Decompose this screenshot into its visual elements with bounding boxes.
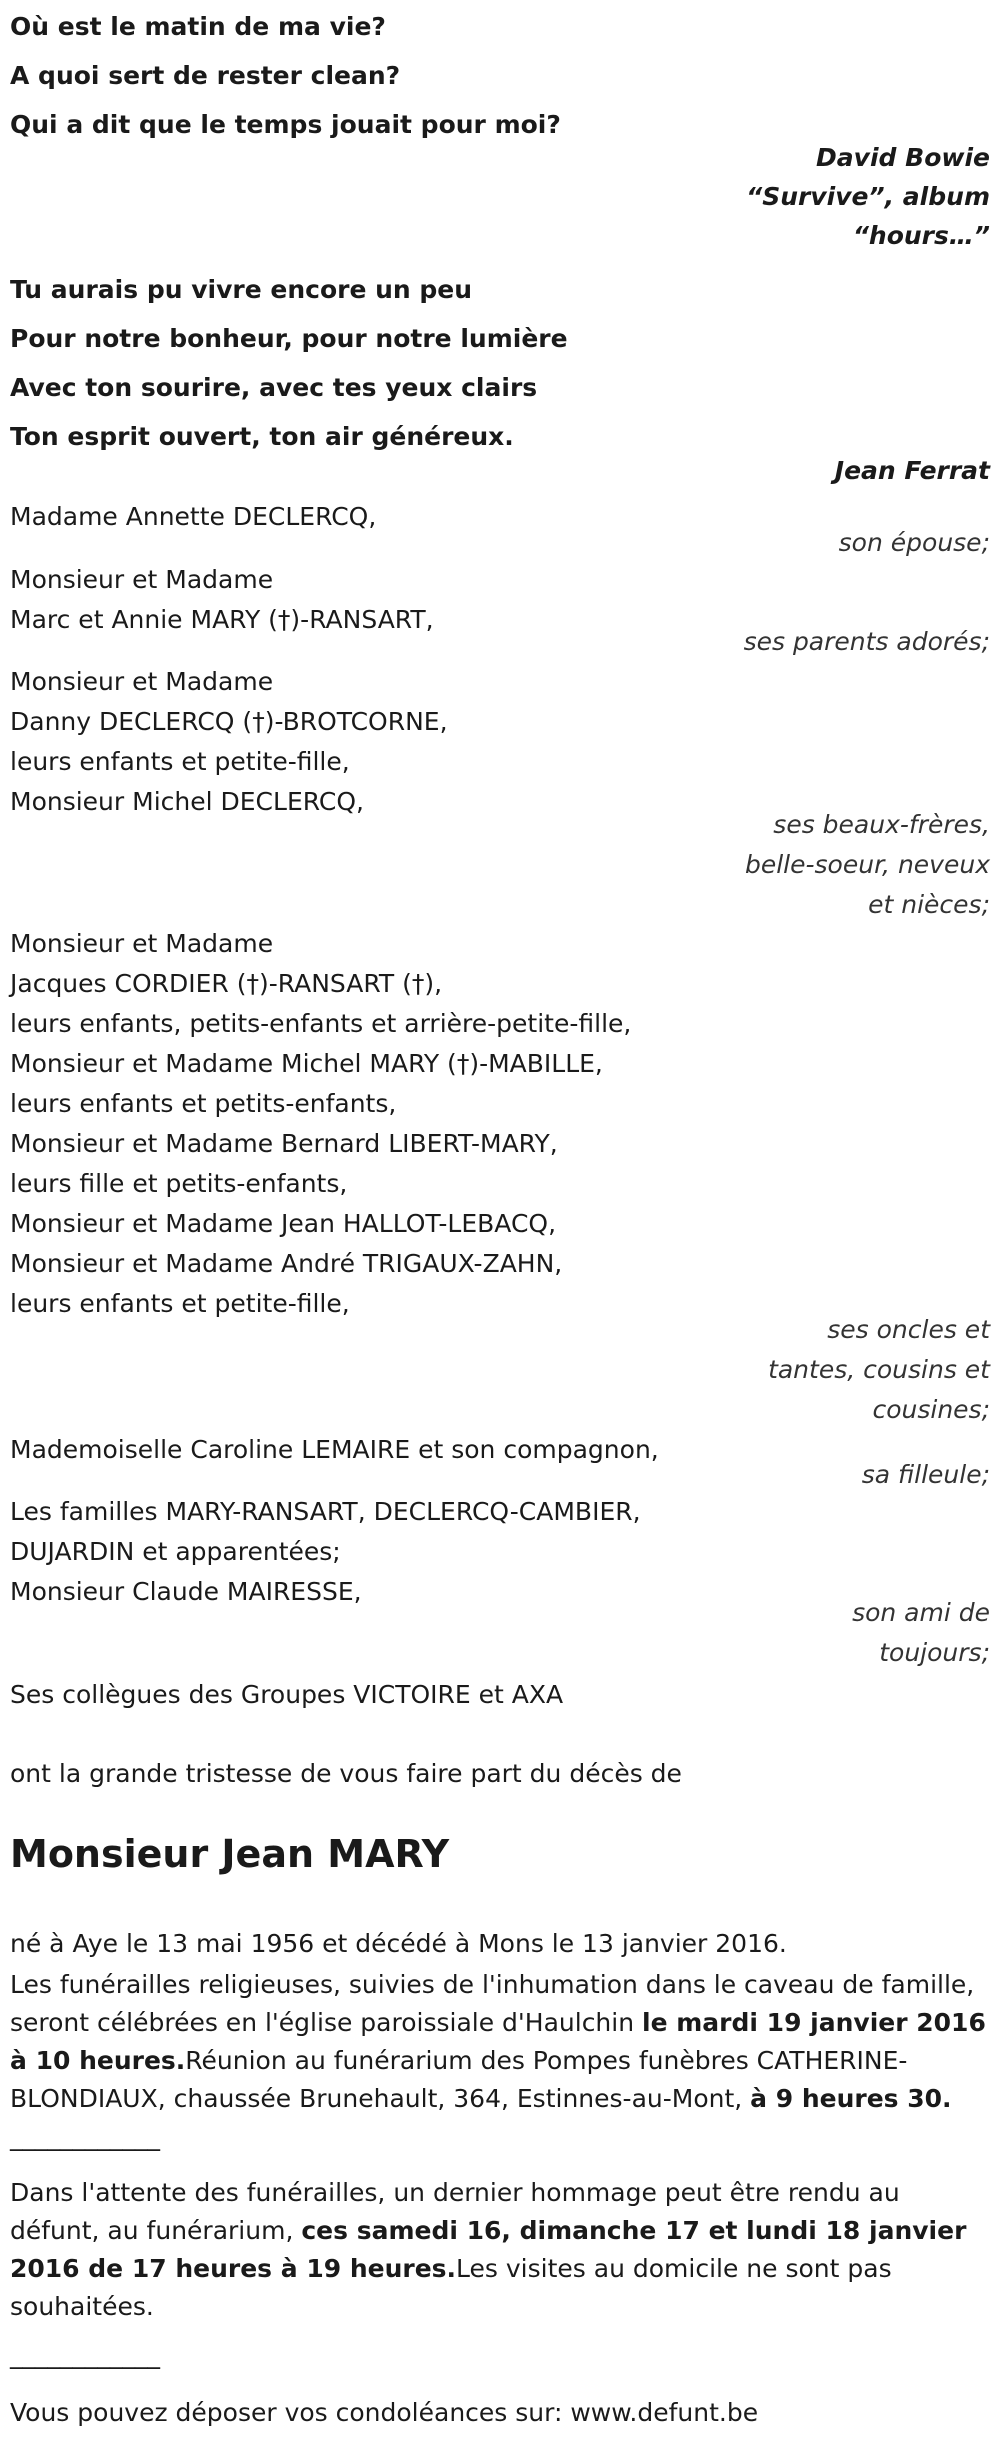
family-name-line: Monsieur Claude MAIRESSE,: [10, 1577, 362, 1606]
family-name-line: leurs enfants, petits-enfants et arrière-petite-fille,: [10, 1009, 632, 1038]
relation-line: cousines;: [872, 1395, 990, 1424]
relation-line: son ami de: [852, 1598, 990, 1627]
family-name-line: Jacques CORDIER (†)-RANSART (†),: [10, 969, 443, 998]
birth-death-text: né à Aye le 13 mai 1956 et décédé à Mons le 13 janvier 2016.: [10, 1929, 787, 1958]
attribution-line: Jean Ferrat: [834, 456, 990, 485]
family-name-line: Ses collègues des Groupes VICTOIRE et AXA: [10, 1680, 564, 1709]
poem-line: Où est le matin de ma vie?: [10, 12, 386, 41]
relation-line: ses beaux-frères,: [773, 810, 990, 839]
family-name-line: Monsieur et Madame André TRIGAUX-ZAHN,: [10, 1249, 563, 1278]
hommage-text: Les visites au domicile ne sont pas souhaitées.: [10, 2254, 892, 2321]
family-group: [10, 662, 990, 822]
attribution-line: David Bowie: [816, 143, 990, 172]
family-name-line: Monsieur et Madame Michel MARY (†)-MABILLE,: [10, 1049, 603, 1078]
poem-ferrat-attribution: [10, 451, 990, 490]
poem-bowie: [10, 2, 990, 149]
funeral-date: le mardi 19 janvier 2016 à 10 heures.: [10, 2008, 986, 2075]
relation-line: son épouse;: [838, 528, 990, 557]
poem-line: A quoi sert de rester clean?: [10, 61, 401, 90]
poem-bowie-attribution: [10, 138, 990, 255]
family-relation: [10, 1310, 990, 1430]
relation-line: et nièces;: [868, 890, 990, 919]
poem-line: Pour notre bonheur, pour notre lumière: [10, 324, 568, 353]
family-relation: [10, 622, 990, 662]
attribution-line: “Survive”, album: [746, 182, 990, 211]
funeral-text: Réunion au funérarium des Pompes funèbres CATHERINE-BLONDIAUX, chaussée Brunehault, 364, Estinnes-au-Mont,: [10, 2046, 908, 2113]
family-name-line: leurs enfants et petits-enfants,: [10, 1089, 397, 1118]
family-name-line: Monsieur et Madame: [10, 565, 274, 594]
family-name-line: Mademoiselle Caroline LEMAIRE et son compagnon,: [10, 1435, 659, 1464]
family-name-line: Les familles MARY-RANSART, DECLERCQ-CAMBIER,: [10, 1497, 641, 1526]
funeral-text: Les funérailles religieuses, suivies de l'inhumation dans le caveau de famille, seront célébrées en l'église paroissiale d'Haulchin: [10, 1970, 975, 2037]
relation-line: sa filleule;: [861, 1460, 990, 1489]
hommage-paragraph: [10, 2174, 990, 2326]
family-name-line: Marc et Annie MARY (†)-RANSART,: [10, 605, 434, 634]
family-group: [10, 924, 990, 1324]
separator: ____________: [10, 2340, 160, 2369]
family-relation: [10, 1455, 990, 1495]
hommage-text: Dans l'attente des funérailles, un dernier hommage peut être rendu au défunt, au funérarium,: [10, 2178, 900, 2245]
family-name-line: Monsieur et Madame Jean HALLOT-LEBACQ,: [10, 1209, 557, 1238]
family-name-line: Monsieur et Madame: [10, 667, 274, 696]
poem-line: Tu aurais pu vivre encore un peu: [10, 275, 473, 304]
family-name-line: Monsieur Michel DECLERCQ,: [10, 787, 364, 816]
family-name-line: DUJARDIN et apparentées;: [10, 1537, 341, 1566]
announcement-text: ont la grande tristesse de vous faire part du décès de: [10, 1759, 682, 1788]
poem-ferrat: [10, 265, 990, 461]
relation-line: tantes, cousins et: [768, 1355, 990, 1384]
family-relation: [10, 523, 990, 563]
condolences-text: Vous pouvez déposer vos condoléances sur: www.defunt.be: [10, 2398, 759, 2427]
family-name-line: Madame Annette DECLERCQ,: [10, 502, 377, 531]
family-group: [10, 1675, 990, 1715]
family-name-line: leurs enfants et petite-fille,: [10, 1289, 350, 1318]
relation-line: toujours;: [879, 1638, 990, 1667]
deceased-name: Monsieur Jean MARY: [10, 1832, 450, 1876]
family-name-line: Monsieur et Madame: [10, 929, 274, 958]
poem-line: Ton esprit ouvert, ton air généreux.: [10, 422, 514, 451]
announcement: [10, 1754, 990, 1794]
relation-line: ses oncles et: [827, 1315, 990, 1344]
family-name-line: leurs fille et petits-enfants,: [10, 1169, 348, 1198]
relation-line: ses parents adorés;: [743, 627, 990, 656]
poem-line: Avec ton sourire, avec tes yeux clairs: [10, 373, 538, 402]
family-name-line: Danny DECLERCQ (†)-BROTCORNE,: [10, 707, 448, 736]
family-relation: [10, 1593, 990, 1673]
hommage-dates: ces samedi 16, dimanche 17 et lundi 18 janvier 2016 de 17 heures à 19 heures.: [10, 2216, 967, 2283]
funeral-time: à 9 heures 30.: [750, 2084, 952, 2113]
poem-line: Qui a dit que le temps jouait pour moi?: [10, 110, 561, 139]
family-relation: [10, 805, 990, 925]
funeral-paragraph: [10, 1966, 990, 2156]
funeral-separator: ____________: [10, 2122, 160, 2151]
family-name-line: Monsieur et Madame Bernard LIBERT-MARY,: [10, 1129, 558, 1158]
relation-line: belle-soeur, neveux: [744, 850, 990, 879]
attribution-line: “hours…”: [852, 221, 990, 250]
family-name-line: leurs enfants et petite-fille,: [10, 747, 350, 776]
